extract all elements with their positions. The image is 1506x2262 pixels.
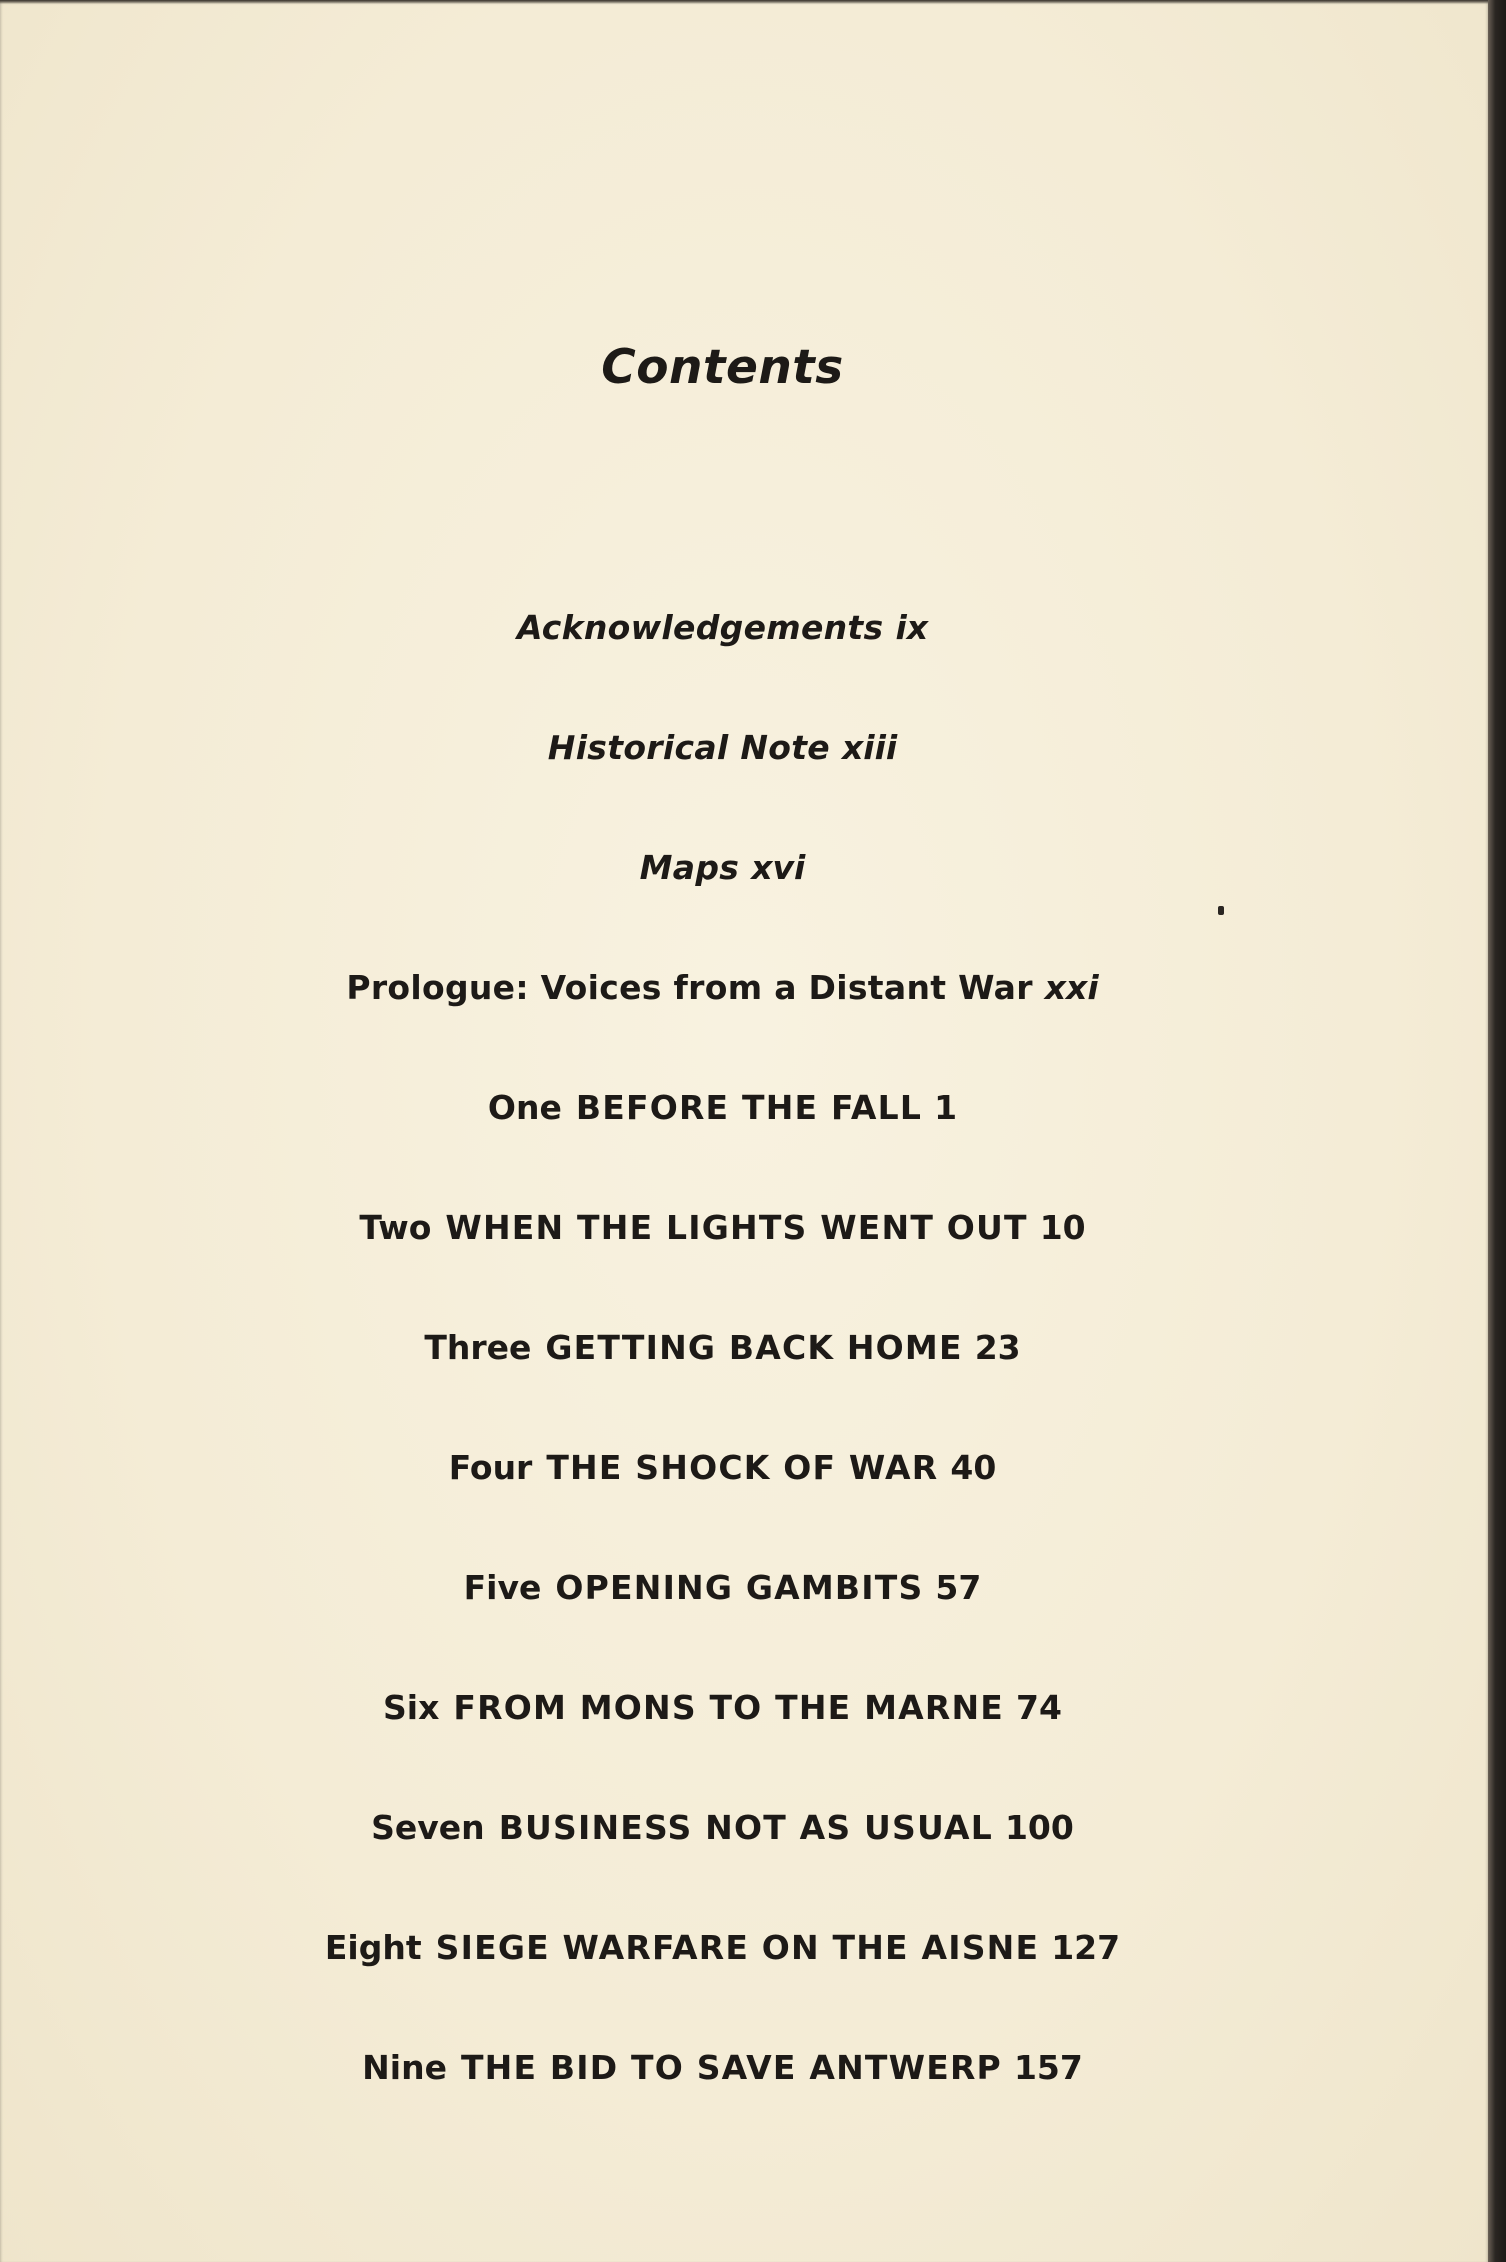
chapter-title: GETTING BACK HOME xyxy=(545,1328,963,1367)
toc-chapter-five xyxy=(0,1568,1445,1607)
chapter-number: Two xyxy=(359,1208,432,1247)
chapter-title: THE BID TO SAVE ANTWERP xyxy=(460,2048,1002,2087)
toc-entry-acknowledgements xyxy=(0,608,1445,647)
toc-chapter-two xyxy=(0,1208,1445,1247)
chapter-page: 57 xyxy=(935,1568,982,1607)
page-top-shadow xyxy=(0,0,1488,4)
chapter-page: 40 xyxy=(950,1448,997,1487)
chapter-number: Eight xyxy=(324,1928,422,1967)
chapter-number: Seven xyxy=(371,1808,485,1847)
toc-chapter-six xyxy=(0,1688,1445,1727)
page-title: Contents xyxy=(601,340,844,395)
chapter-page: 10 xyxy=(1039,1208,1086,1247)
toc-entry-prologue xyxy=(0,968,1445,1007)
toc-entry-title: Prologue: Voices from a Distant War xyxy=(346,968,1033,1007)
chapter-number: Six xyxy=(383,1688,440,1727)
chapter-page: 74 xyxy=(1016,1688,1062,1727)
toc-entry-title: Acknowledgements xyxy=(516,608,884,647)
chapter-page: 1 xyxy=(934,1088,958,1127)
chapter-title: BUSINESS NOT AS USUAL xyxy=(498,1808,993,1847)
toc-chapter-seven xyxy=(0,1808,1445,1847)
toc-entry-maps xyxy=(0,848,1445,887)
chapter-number: Four xyxy=(448,1448,533,1487)
page-right-edge xyxy=(1488,0,1506,2262)
toc-entry-page: xvi xyxy=(751,848,806,887)
chapter-title: OPENING GAMBITS xyxy=(555,1568,924,1607)
chapter-page: 157 xyxy=(1013,2048,1083,2087)
toc-entry-page: ix xyxy=(895,608,929,647)
chapter-number: Five xyxy=(463,1568,542,1607)
toc-entry-page: xiii xyxy=(841,728,898,767)
chapter-title: FROM MONS TO THE MARNE xyxy=(453,1688,1005,1727)
chapter-page: 127 xyxy=(1051,1928,1121,1967)
toc-entry-historical-note xyxy=(0,728,1445,767)
chapter-title: BEFORE THE FALL xyxy=(575,1088,923,1127)
chapter-title: THE SHOCK OF WAR xyxy=(546,1448,939,1487)
toc-chapter-four xyxy=(0,1448,1445,1487)
toc-entry-title: Historical Note xyxy=(547,728,830,767)
toc-entry-title: Maps xyxy=(639,848,740,887)
toc-chapter-one xyxy=(0,1088,1445,1127)
toc-entry-page: xxi xyxy=(1044,968,1099,1007)
toc-chapter-three xyxy=(0,1328,1445,1367)
chapter-number: One xyxy=(487,1088,562,1127)
chapter-page: 100 xyxy=(1004,1808,1074,1847)
chapter-title: SIEGE WARFARE ON THE AISNE xyxy=(435,1928,1040,1967)
chapter-number: Three xyxy=(424,1328,532,1367)
toc-chapter-nine xyxy=(0,2048,1445,2087)
toc-chapter-eight xyxy=(0,1928,1445,1967)
chapter-number: Nine xyxy=(362,2048,447,2087)
chapter-title: WHEN THE LIGHTS WENT OUT xyxy=(445,1208,1028,1247)
ink-speck xyxy=(1218,906,1224,915)
chapter-page: 23 xyxy=(974,1328,1021,1367)
